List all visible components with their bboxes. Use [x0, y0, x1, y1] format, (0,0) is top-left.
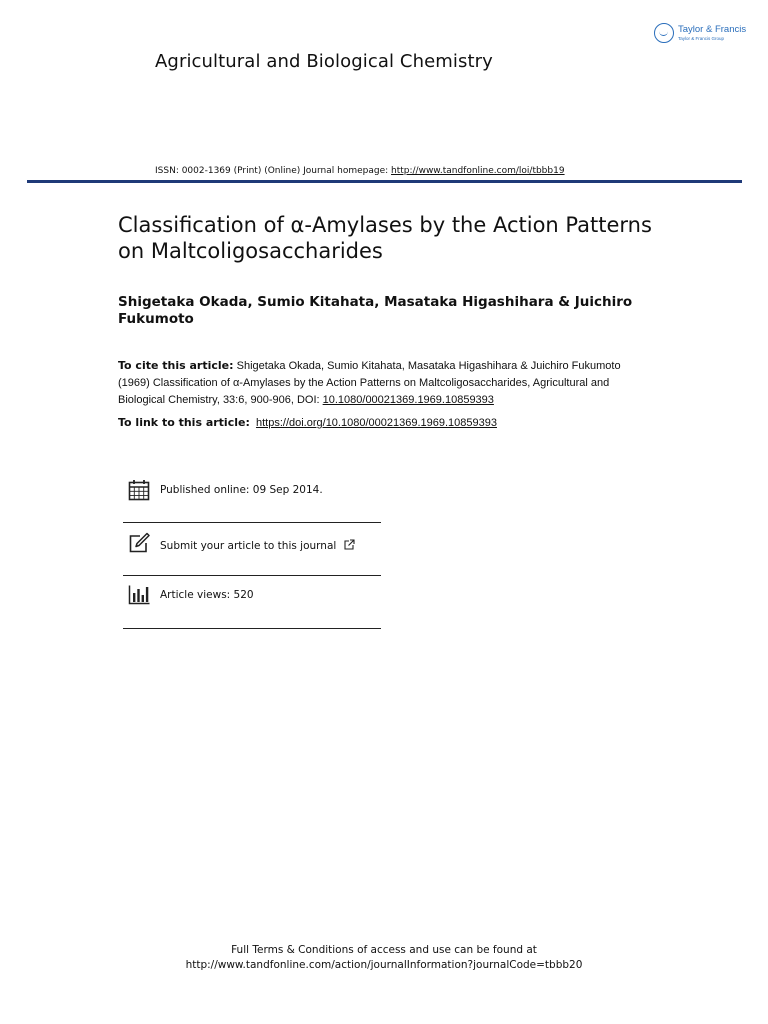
publisher-logo-name: Taylor & Francis [678, 24, 747, 35]
publisher-logo[interactable] [654, 21, 754, 47]
submit-article-row[interactable] [123, 532, 381, 572]
submit-article-link[interactable] [160, 539, 355, 552]
citation-doi-link[interactable]: 10.1080/00021369.1969.10859393 [322, 394, 494, 406]
external-link-icon [344, 539, 355, 550]
terms-footer-link[interactable]: http://www.tandfonline.com/action/journalInformation?journalCode=tbbb20 [185, 959, 583, 971]
article-authors: Shigetaka Okada, Sumio Kitahata, Masataka Higashihara & Juichiro Fukumoto [118, 294, 633, 327]
article-views-label: Article views: 520 [160, 589, 254, 601]
citation-label: To cite this article: [118, 359, 234, 372]
submit-article-label: Submit your article to this journal [160, 540, 337, 552]
header-rule [27, 180, 742, 183]
publisher-logo-icon [654, 23, 674, 43]
article-views-row [123, 584, 381, 624]
info-divider [123, 522, 381, 523]
article-doi-url[interactable]: https://doi.org/10.1080/00021369.1969.10859393 [255, 417, 497, 429]
article-link-line [118, 416, 678, 429]
citation-text: Shigetaka Okada, Sumio Kitahata, Masataka Higashihara & Juichiro Fukumoto (1969) Classification of α-Amylases by the Action Patterns on Maltcoligosaccharides, Agricultural and Biological Chemistry, 33:6, 900-906, DOI: [118, 360, 621, 406]
issn-text: ISSN: 0002-1369 (Print) (Online) Journal homepage: [155, 166, 389, 176]
info-divider [123, 628, 381, 629]
citation-block [118, 357, 648, 409]
calendar-icon [128, 479, 150, 501]
bar-chart-icon [128, 584, 150, 606]
terms-footer-line1: Full Terms & Conditions of access and use can be found at [231, 944, 537, 956]
info-divider [123, 575, 381, 576]
terms-footer [0, 943, 768, 973]
journal-homepage-link[interactable]: http://www.tandfonline.com/loi/tbbb19 [391, 166, 565, 176]
journal-title: Agricultural and Biological Chemistry [155, 51, 493, 72]
published-online-row [123, 479, 381, 519]
article-title: Classification of α-Amylases by the Action Patterns on Maltcoligosaccharides [118, 213, 652, 263]
edit-icon [128, 532, 150, 554]
published-online-label: Published online: 09 Sep 2014. [160, 484, 323, 496]
publisher-logo-group: Taylor & Francis Group [678, 36, 725, 41]
issn-line [155, 166, 565, 176]
article-link-label: To link to this article: [118, 416, 250, 429]
